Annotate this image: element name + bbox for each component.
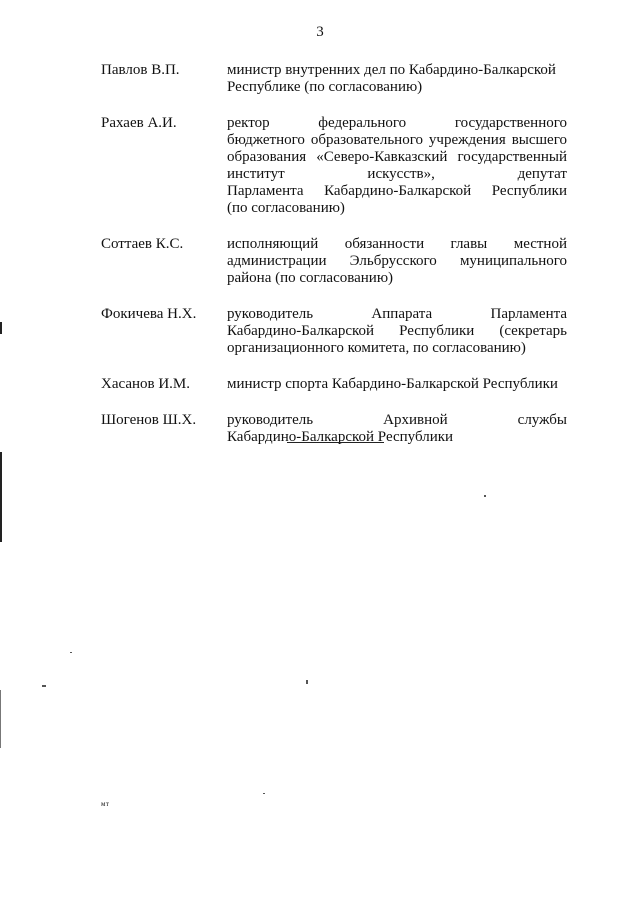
role-line: района (по согласованию) <box>227 270 394 286</box>
member-entry <box>101 412 567 446</box>
member-role <box>227 62 567 96</box>
role-line: институт искусств», депутат <box>227 166 567 182</box>
member-entry <box>101 376 567 393</box>
role-line: министр спорта Кабардино-Балкарской Республики <box>227 376 558 392</box>
member-role <box>227 306 567 357</box>
scan-speck <box>42 685 46 687</box>
role-line: Кабардино-Балкарской Республики (секретарь <box>227 323 567 339</box>
role-line: (по согласованию) <box>227 200 345 216</box>
member-entry <box>101 306 567 357</box>
member-role <box>227 376 567 393</box>
role-line: бюджетного образовательного учреждения высшего <box>227 132 567 148</box>
scan-speck <box>70 652 72 653</box>
member-role <box>227 236 567 287</box>
member-name: Фокичева Н.Х. <box>101 306 197 322</box>
page-number: 3 <box>316 24 324 40</box>
member-entry <box>101 236 567 287</box>
member-entry <box>101 62 567 96</box>
scan-speck <box>306 680 308 684</box>
role-line: Кабардино-Балкарской Республики <box>227 429 454 445</box>
role-line: образования «Северо-Кавказский государственный <box>227 149 567 165</box>
role-line: ректор федерального государственного <box>227 115 567 131</box>
scan-speck <box>484 495 486 497</box>
role-line: руководитель Аппарата Парламента <box>227 306 567 322</box>
member-name: Павлов В.П. <box>101 62 180 78</box>
role-line: администрации Эльбрусского муниципального <box>227 253 567 269</box>
footer-initials-mark: мт <box>101 800 110 808</box>
role-line: министр внутренних дел по Кабардино-Балкарской <box>227 62 556 78</box>
role-line: Республике (по согласованию) <box>227 79 423 95</box>
member-role <box>227 115 567 217</box>
member-entry <box>101 115 567 217</box>
role-line: исполняющий обязанности главы местной <box>227 236 567 252</box>
member-name: Шогенов Ш.Х. <box>101 412 197 428</box>
committee-member-list <box>101 62 567 465</box>
member-role <box>227 412 567 446</box>
scan-edge-mark <box>0 452 2 542</box>
scan-edge-mark <box>0 690 1 748</box>
end-separator-line <box>287 442 384 443</box>
role-line: организационного комитета, по согласованию) <box>227 340 526 356</box>
role-line: руководитель Архивной службы <box>227 412 567 428</box>
member-name: Соттаев К.С. <box>101 236 184 252</box>
member-name: Рахаев А.И. <box>101 115 177 131</box>
scan-edge-mark <box>0 322 2 334</box>
scan-speck <box>263 793 265 794</box>
role-line: Парламента Кабардино-Балкарской Республики <box>227 183 567 199</box>
member-name: Хасанов И.М. <box>101 376 191 392</box>
